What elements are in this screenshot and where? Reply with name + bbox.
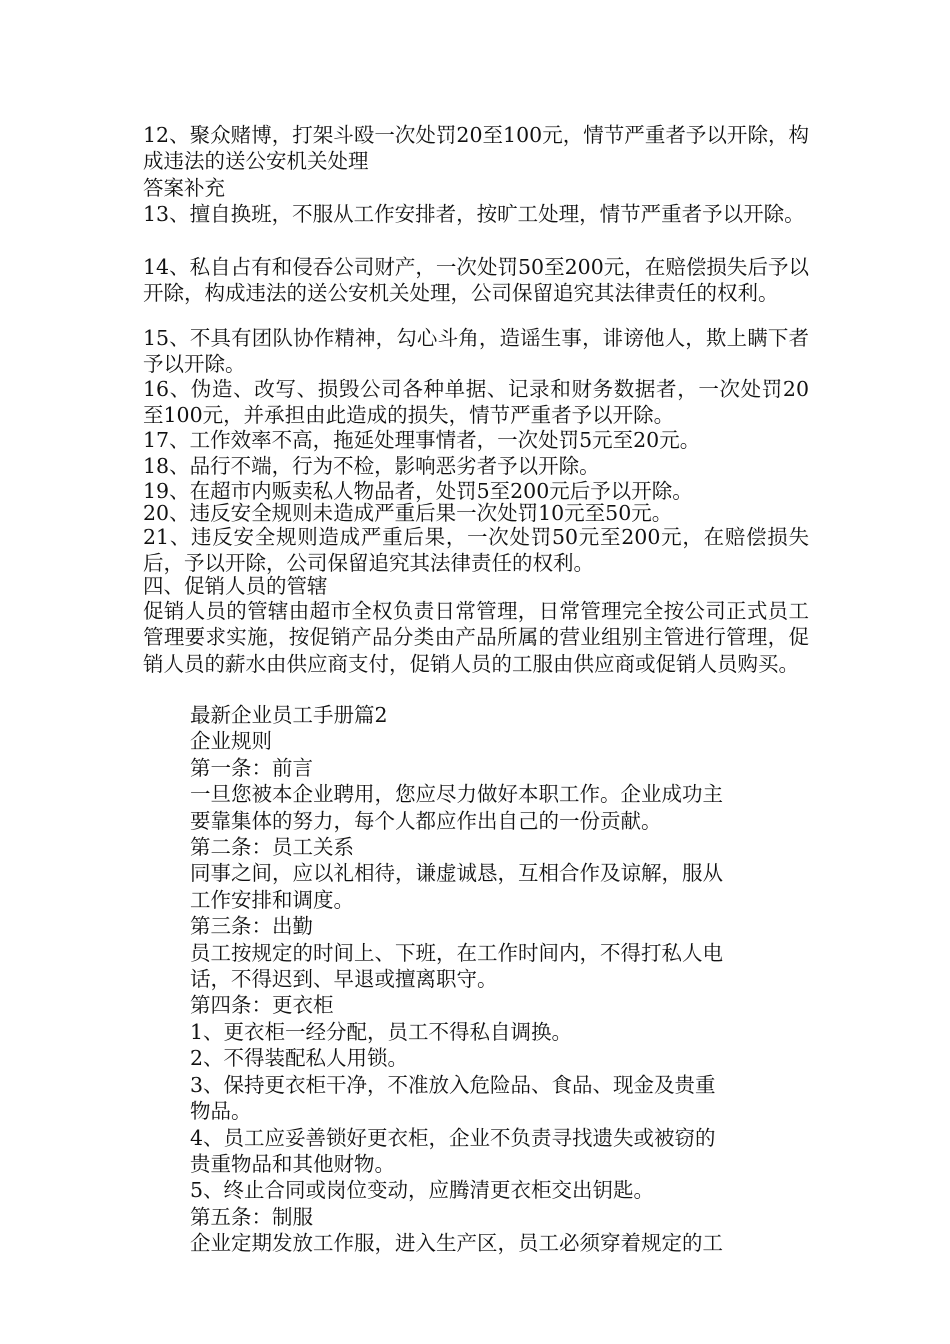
paragraph-text: 12、聚众赌博，打架斗殴一次处罚20至100元，情节严重者予以开除，构成违法的送公安机关处理	[143, 123, 809, 174]
paragraph-rule-15	[143, 325, 809, 378]
paragraph-promoters-management	[143, 598, 809, 677]
article-4-item: 5、终止合同或岗位变动，应腾清更衣柜交出钥匙。	[190, 1178, 655, 1203]
paragraph-answer-supplement	[143, 175, 809, 201]
article-3-text-line: 员工按规定的时间上、下班，在工作时间内，不得打私人电	[190, 940, 723, 965]
paragraph-text: 促销人员的管辖由超市全权负责日常管理，日常管理完全按公司正式员工管理要求实施，按促销产品分类由产品所属的营业组别主管进行管理，促销人员的薪水由供应商支付，促销人员的工服由供应商或促销人员购买。	[143, 599, 809, 676]
paragraph-rule-18	[143, 453, 809, 479]
article-2-text-line: 工作安排和调度。	[190, 887, 354, 912]
article-1-text-line: 一旦您被本企业聘用，您应尽力做好本职工作。企业成功主	[190, 782, 723, 807]
paragraph-text: 20、违反安全规则未造成严重后果一次处罚10元至50元。	[143, 501, 673, 525]
article-4-item: 2、不得装配私人用锁。	[190, 1046, 409, 1071]
paragraph-rule-12	[143, 122, 809, 175]
article-4-item: 1、更衣柜一经分配，员工不得私自调换。	[190, 1019, 573, 1044]
paragraph-rule-21	[143, 524, 809, 577]
paragraph-text: 19、在超市内贩卖私人物品者，处罚5至200元后予以开除。	[143, 479, 693, 503]
paragraph-rule-14	[143, 254, 809, 307]
paragraph-rule-13	[143, 201, 809, 227]
article-1-heading: 第一条：前言	[190, 755, 313, 780]
article-4-item: 物品。	[190, 1099, 252, 1124]
paragraph-text: 18、品行不端，行为不检，影响恶劣者予以开除。	[143, 454, 600, 478]
article-4-item: 3、保持更衣柜干净，不准放入危险品、食品、现金及贵重	[190, 1072, 716, 1097]
article-3-text-line: 话，不得迟到、早退或擅离职守。	[190, 967, 498, 992]
paragraph-rule-17	[143, 427, 809, 453]
article-3-heading: 第三条：出勤	[190, 914, 313, 939]
article-4-item: 贵重物品和其他财物。	[190, 1151, 395, 1176]
paragraph-text: 14、私自占有和侵吞公司财产，一次处罚50至200元，在赔偿损失后予以开除，构成违法的送公安机关处理，公司保留追究其法律责任的权利。	[143, 255, 809, 306]
article-2-heading: 第二条：员工关系	[190, 835, 354, 860]
article-5-text-line: 企业定期发放工作服，进入生产区，员工必须穿着规定的工	[190, 1231, 723, 1256]
paragraph-text: 16、伪造、改写、损毁公司各种单据、记录和财务数据者，一次处罚20至100元，并承担由此造成的损失，情节严重者予以开除。	[143, 377, 809, 428]
paragraph-text: 答案补充	[143, 176, 225, 200]
article-4-item: 4、员工应妥善锁好更衣柜，企业不负责寻找遗失或被窃的	[190, 1125, 716, 1150]
handbook-section-2	[190, 702, 790, 1257]
rules-heading: 企业规则	[190, 729, 272, 754]
paragraph-text: 15、不具有团队协作精神，勾心斗角，造谣生事，诽谤他人，欺上瞒下者予以开除。	[143, 326, 809, 377]
heading-text: 四、促销人员的管辖	[143, 574, 328, 598]
paragraph-text: 21、违反安全规则造成严重后果，一次处罚50元至200元，在赔偿损失后，予以开除，公司保留追究其法律责任的权利。	[143, 525, 809, 576]
section-heading-promoters	[143, 573, 809, 599]
paragraph-text: 13、擅自换班，不服从工作安排者，按旷工处理，情节严重者予以开除。	[143, 202, 805, 226]
article-1-text-line: 要靠集体的努力，每个人都应作出自己的一份贡献。	[190, 808, 662, 833]
article-5-heading: 第五条：制服	[190, 1204, 313, 1229]
handbook-title: 最新企业员工手册篇2	[190, 703, 388, 727]
paragraph-rule-16	[143, 376, 809, 429]
paragraph-rule-20	[143, 500, 809, 526]
article-2-text-line: 同事之间，应以礼相待，谦虚诚恳，互相合作及谅解，服从	[190, 861, 723, 886]
paragraph-text: 17、工作效率不高，拖延处理事情者，一次处罚5元至20元。	[143, 428, 701, 452]
article-4-heading: 第四条：更衣柜	[190, 993, 334, 1018]
